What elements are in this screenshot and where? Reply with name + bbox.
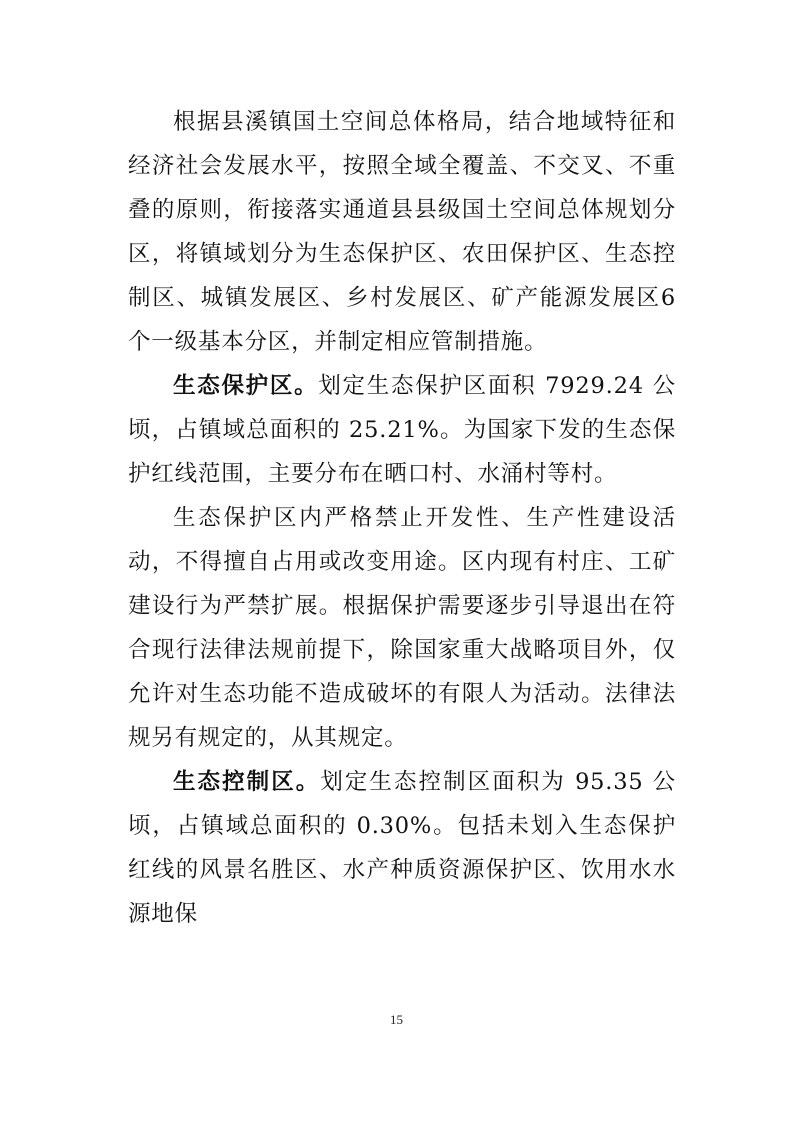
paragraph-text: 划定生态控制区面积为 95.35 公顷，占镇域总面积的 0.30%。包括未划入生态保护红线的风景名胜区、水产种质资源保护区、饮用水水源地保: [128, 769, 676, 927]
paragraph-text: 划定生态保护区面积 7929.24 公顷，占镇域总面积的 25.21%。为国家下发的生态保护红线范围，主要分布在晒口村、水涌村等村。: [128, 373, 676, 487]
paragraph-text: 生态保护区内严格禁止开发性、生产性建设活动，不得擅自占用或改变用途。区内现有村庄、工矿建设行为严禁扩展。根据保护需要逐步引导退出在符合现行法律法规前提下，除国家重大战略项目外，仅允许对生态功能不造成破坏的有限人为活动。法律法规另有规定的，从其规定。: [128, 505, 676, 751]
paragraph-text: 根据县溪镇国土空间总体格局，结合地域特征和经济社会发展水平，按照全域全覆盖、不交叉、不重叠的原则，衔接落实通道县县级国土空间总体规划分区，将镇域划分为生态保护区、农田保护区、生态控制区、城镇发展区、乡村发展区、矿产能源发展区6个一级基本分区，并制定相应管制措施。: [128, 109, 676, 355]
paragraph-ecological-control-zone: [128, 760, 676, 936]
paragraph-heading: 生态保护区。: [173, 373, 319, 399]
paragraph-ecological-protection-zone: [128, 364, 676, 496]
page-number: 15: [390, 1012, 403, 1027]
paragraph-intro: [128, 100, 676, 364]
paragraph-protection-rules: [128, 496, 676, 760]
page-body: [128, 100, 676, 936]
paragraph-heading: 生态控制区。: [173, 769, 321, 795]
